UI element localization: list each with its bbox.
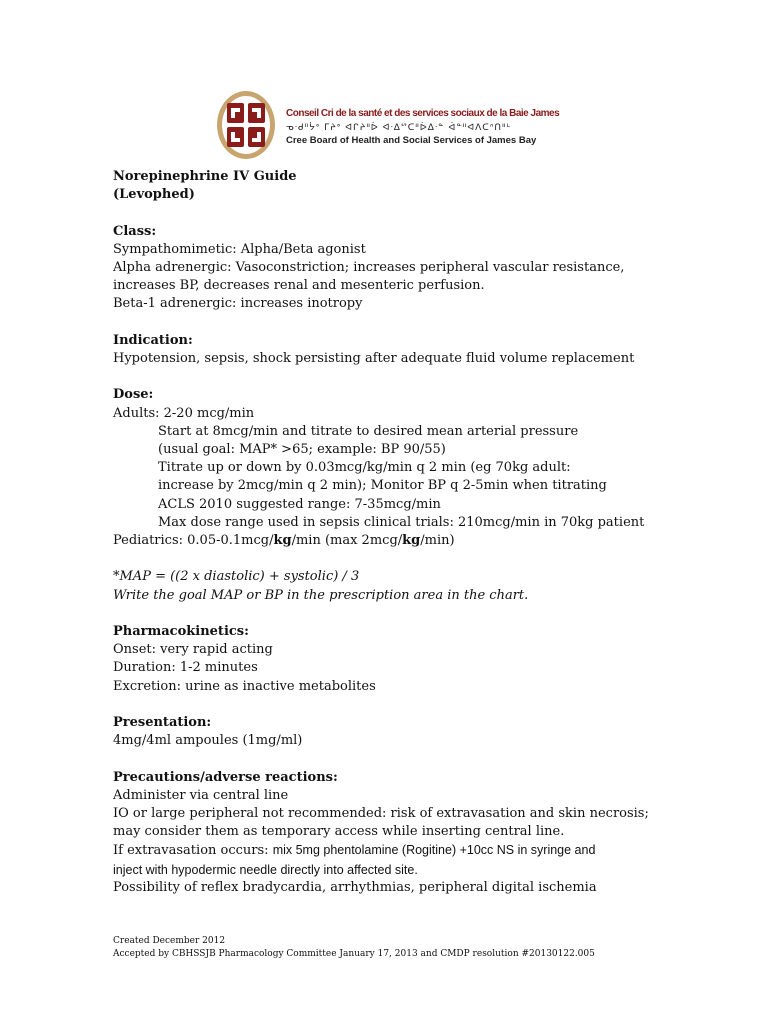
indication-line: Hypotension, sepsis, shock persisting after adequate fluid volume replacement [113,351,635,366]
footer-created: Created December 2012 [113,936,226,946]
presentation-line: 4mg/4ml ampoules (1mg/ml) [113,733,303,749]
document-footer [113,935,713,960]
ped-kg: kg [402,533,421,549]
precaution-line: Possibility of reflex bradycardia, arrhythmias, peripheral digital ischemia [113,879,597,895]
precautions-heading: Precautions/adverse reactions: [113,769,338,785]
dose-adult-line: Max dose range used in sepsis clinical trials: 210mcg/min in 70kg patient [158,514,645,530]
org-name-french: Conseil Cri de la santé et des services sociaux de la Baie James [286,108,560,119]
doc-subtitle: (Levophed) [113,187,195,203]
dose-adult-line: (usual goal: MAP* >65; example: BP 90/55) [158,442,446,457]
org-name-cree: ᓀᐧᑯᐦᔮᐤ ᒥᔨᐤ ᐊᒋᔨᐦᐆ ᐊᐧᐃᔥᑕᐦᐆᐃᐧᓐ ᐋᓐᐦᐊᐱᑕᐢᑎᐦᒡ [286,123,512,133]
map-instruction: Write the goal MAP or BP in the prescription area in the chart. [113,587,529,603]
footer-accepted: Accepted by CBHSSJB Pharmacology Committee January 17, 2013 and CMDP resolution #20130122.005 [113,948,595,959]
guide-body [113,168,673,897]
dose-adult-line: Titrate up or down by 0.03mcg/kg/min q 2 min (eg 70kg adult: [158,460,571,476]
ped-text: /min (max 2mcg/ [291,533,403,549]
precaution-line: inject with hypodermic needle directly into affected site. [113,862,418,877]
pk-line: Onset: very rapid acting [113,642,273,658]
class-line: Alpha adrenergic: Vasoconstriction; increases peripheral vascular resistance, [113,260,625,275]
pharmacokinetics-heading: Pharmacokinetics: [113,624,249,639]
ped-text: /min) [420,533,455,549]
class-line: Sympathomimetic: Alpha/Beta agonist [113,241,366,257]
class-heading: Class: [113,223,157,239]
class-line: increases BP, decreases renal and mesenteric perfusion. [113,278,485,294]
precaution-line: may consider them as temporary access while inserting central line. [113,824,565,840]
letterhead [216,90,560,162]
ped-text: Pediatrics: 0.05-0.1mcg/ [113,533,274,549]
doc-title: Norepinephrine IV Guide [113,169,297,184]
presentation-heading: Presentation: [113,715,212,730]
indication-heading: Indication: [113,332,193,348]
dose-adult-line: Start at 8mcg/min and titrate to desired mean arterial pressure [158,423,579,439]
dose-adult-line: increase by 2mcg/min q 2 min); Monitor BP q 2-5min when titrating [158,478,607,494]
extravasation-treatment: mix 5mg phentolamine (Rogitine) +10cc NS in syringe and [272,843,596,858]
extravasation-label: If extravasation occurs: [113,843,273,859]
pk-line: Duration: 1-2 minutes [113,660,258,676]
class-line: Beta-1 adrenergic: increases inotropy [113,296,363,312]
ped-kg: kg [273,533,292,549]
pk-line: Excretion: urine as inactive metabolites [113,678,376,694]
precaution-line: IO or large peripheral not recommended: risk of extravasation and skin necrosis; [113,806,649,821]
dose-pediatrics [113,532,673,550]
cree-board-logo-icon [216,90,276,160]
dose-adult-line: ACLS 2010 suggested range: 7-35mcg/min [158,496,441,512]
precaution-line [113,841,673,860]
letterhead-text [286,108,560,146]
dose-adults: Adults: 2-20 mcg/min [113,405,255,421]
dose-heading: Dose: [113,387,154,403]
precaution-line: Administer via central line [113,787,289,803]
map-formula: *MAP = ((2 x diastolic) + systolic) / 3 [113,569,360,585]
org-name-english: Cree Board of Health and Social Services of James Bay [286,135,537,146]
